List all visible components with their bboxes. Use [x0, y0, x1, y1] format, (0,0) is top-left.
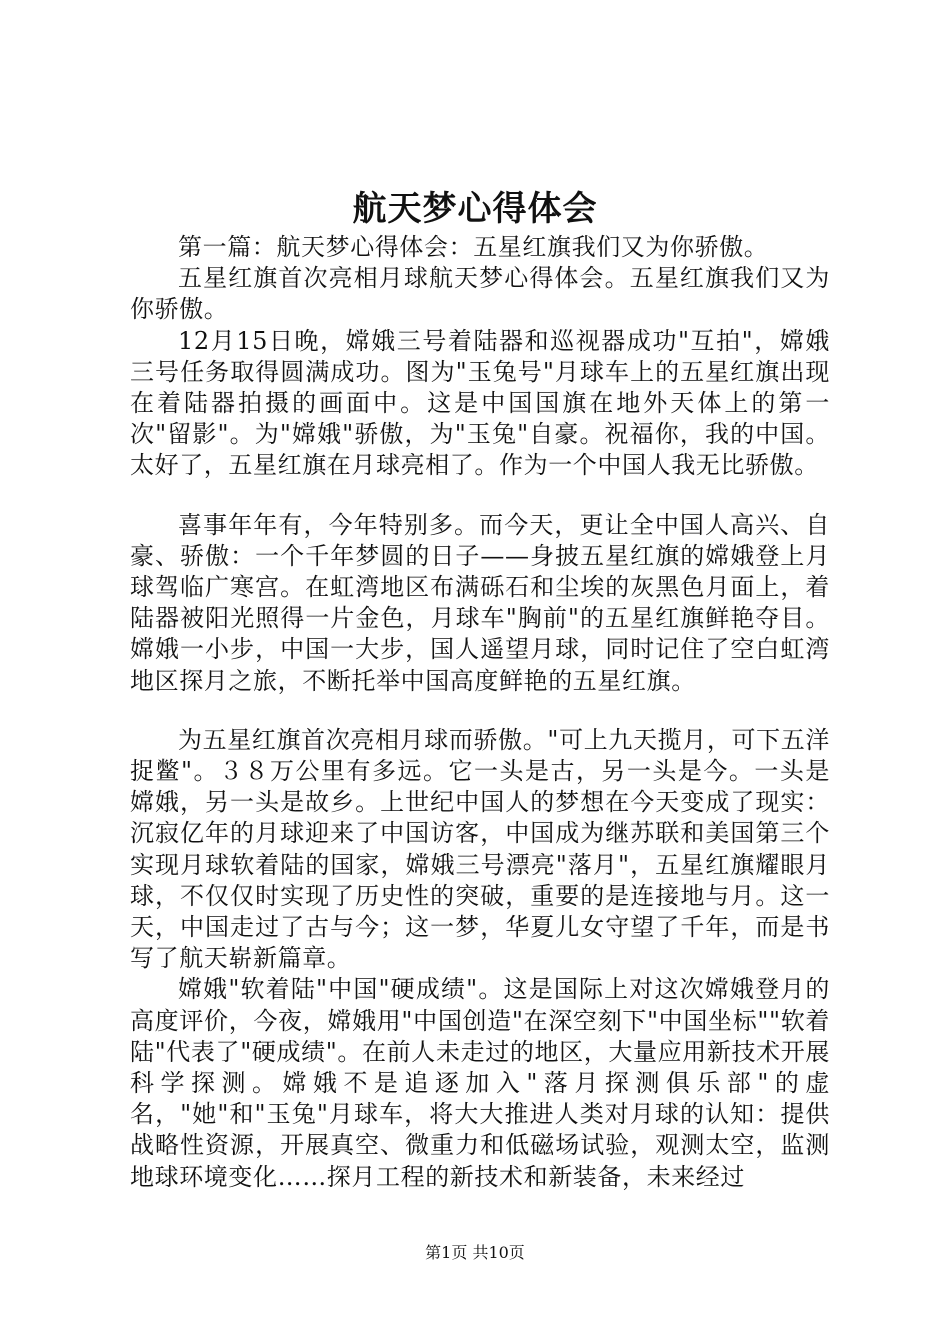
paragraph-5: 为五星红旗首次亮相月球而骄傲。"可上九天揽月，可下五洋捉鳖"。３８万公里有多远。它一头是古，另一头是今。一头是嫦娥，另一头是故乡。上世纪中国人的梦想在今天变成了现实：沉寂亿年的月球迎来了中国访客，中国成为继苏联和美国第三个实现月球软着陆的国家，嫦娥三号漂亮"落月"，五星红旗耀眼月球，不仅仅时实现了历史性的突破，重要的是连接地与月。这一天，中国走过了古与今；这一梦，华夏儿女守望了千年，而是书写了航天崭新篇章。 — [130, 725, 830, 973]
page-footer: 第1页 共10页 — [425, 1243, 525, 1262]
document-body — [130, 232, 830, 1193]
paragraph-2: 五星红旗首次亮相月球航天梦心得体会。五星红旗我们又为你骄傲。 — [130, 264, 830, 324]
paragraph-6: 嫦娥"软着陆"中国"硬成绩"。这是国际上对这次嫦娥登月的高度评价，今夜，嫦娥用"中国创造"在深空刻下"中国坐标""软着陆"代表了"硬成绩"。在前人未走过的地区，大量应用新技术开展科学探测。嫦娥不是追逐加入"落月探测俱乐部"的虚名，"她"和"玉兔"月球车，将大大推进人类对月球的认知：提供战略性资源，开展真空、微重力和低磁场试验，观测太空，监测地球环境变化……探月工程的新技术和新装备，未来经过 — [130, 975, 830, 1191]
paragraph-3: 12月15日晚，嫦娥三号着陆器和巡视器成功"互拍"，嫦娥三号任务取得圆满成功。图为"玉兔号"月球车上的五星红旗出现在着陆器拍摄的画面中。这是中国国旗在地外天体上的第一次"留影"。为"嫦娥"骄傲，为"玉兔"自豪。祝福你，我的中国。太好了，五星红旗在月球亮相了。作为一个中国人我无比骄傲。 — [130, 326, 830, 480]
paragraph-4: 喜事年年有，今年特别多。而今天，更让全中国人高兴、自豪、骄傲：一个千年梦圆的日子——身披五星红旗的嫦娥登上月球驾临广寒宫。在虹湾地区布满砾石和尘埃的灰黑色月面上，着陆器被阳光照得一片金色，月球车"胸前"的五星红旗鲜艳夺目。嫦娥一小步，中国一大步，国人遥望月球，同时记住了空白虹湾地区探月之旅，不断托举中国高度鲜艳的五星红旗。 — [130, 510, 830, 695]
paragraph-1: 第一篇：航天梦心得体会：五星红旗我们又为你骄傲。 — [178, 233, 769, 261]
document-title: 航天梦心得体会 — [352, 189, 598, 229]
